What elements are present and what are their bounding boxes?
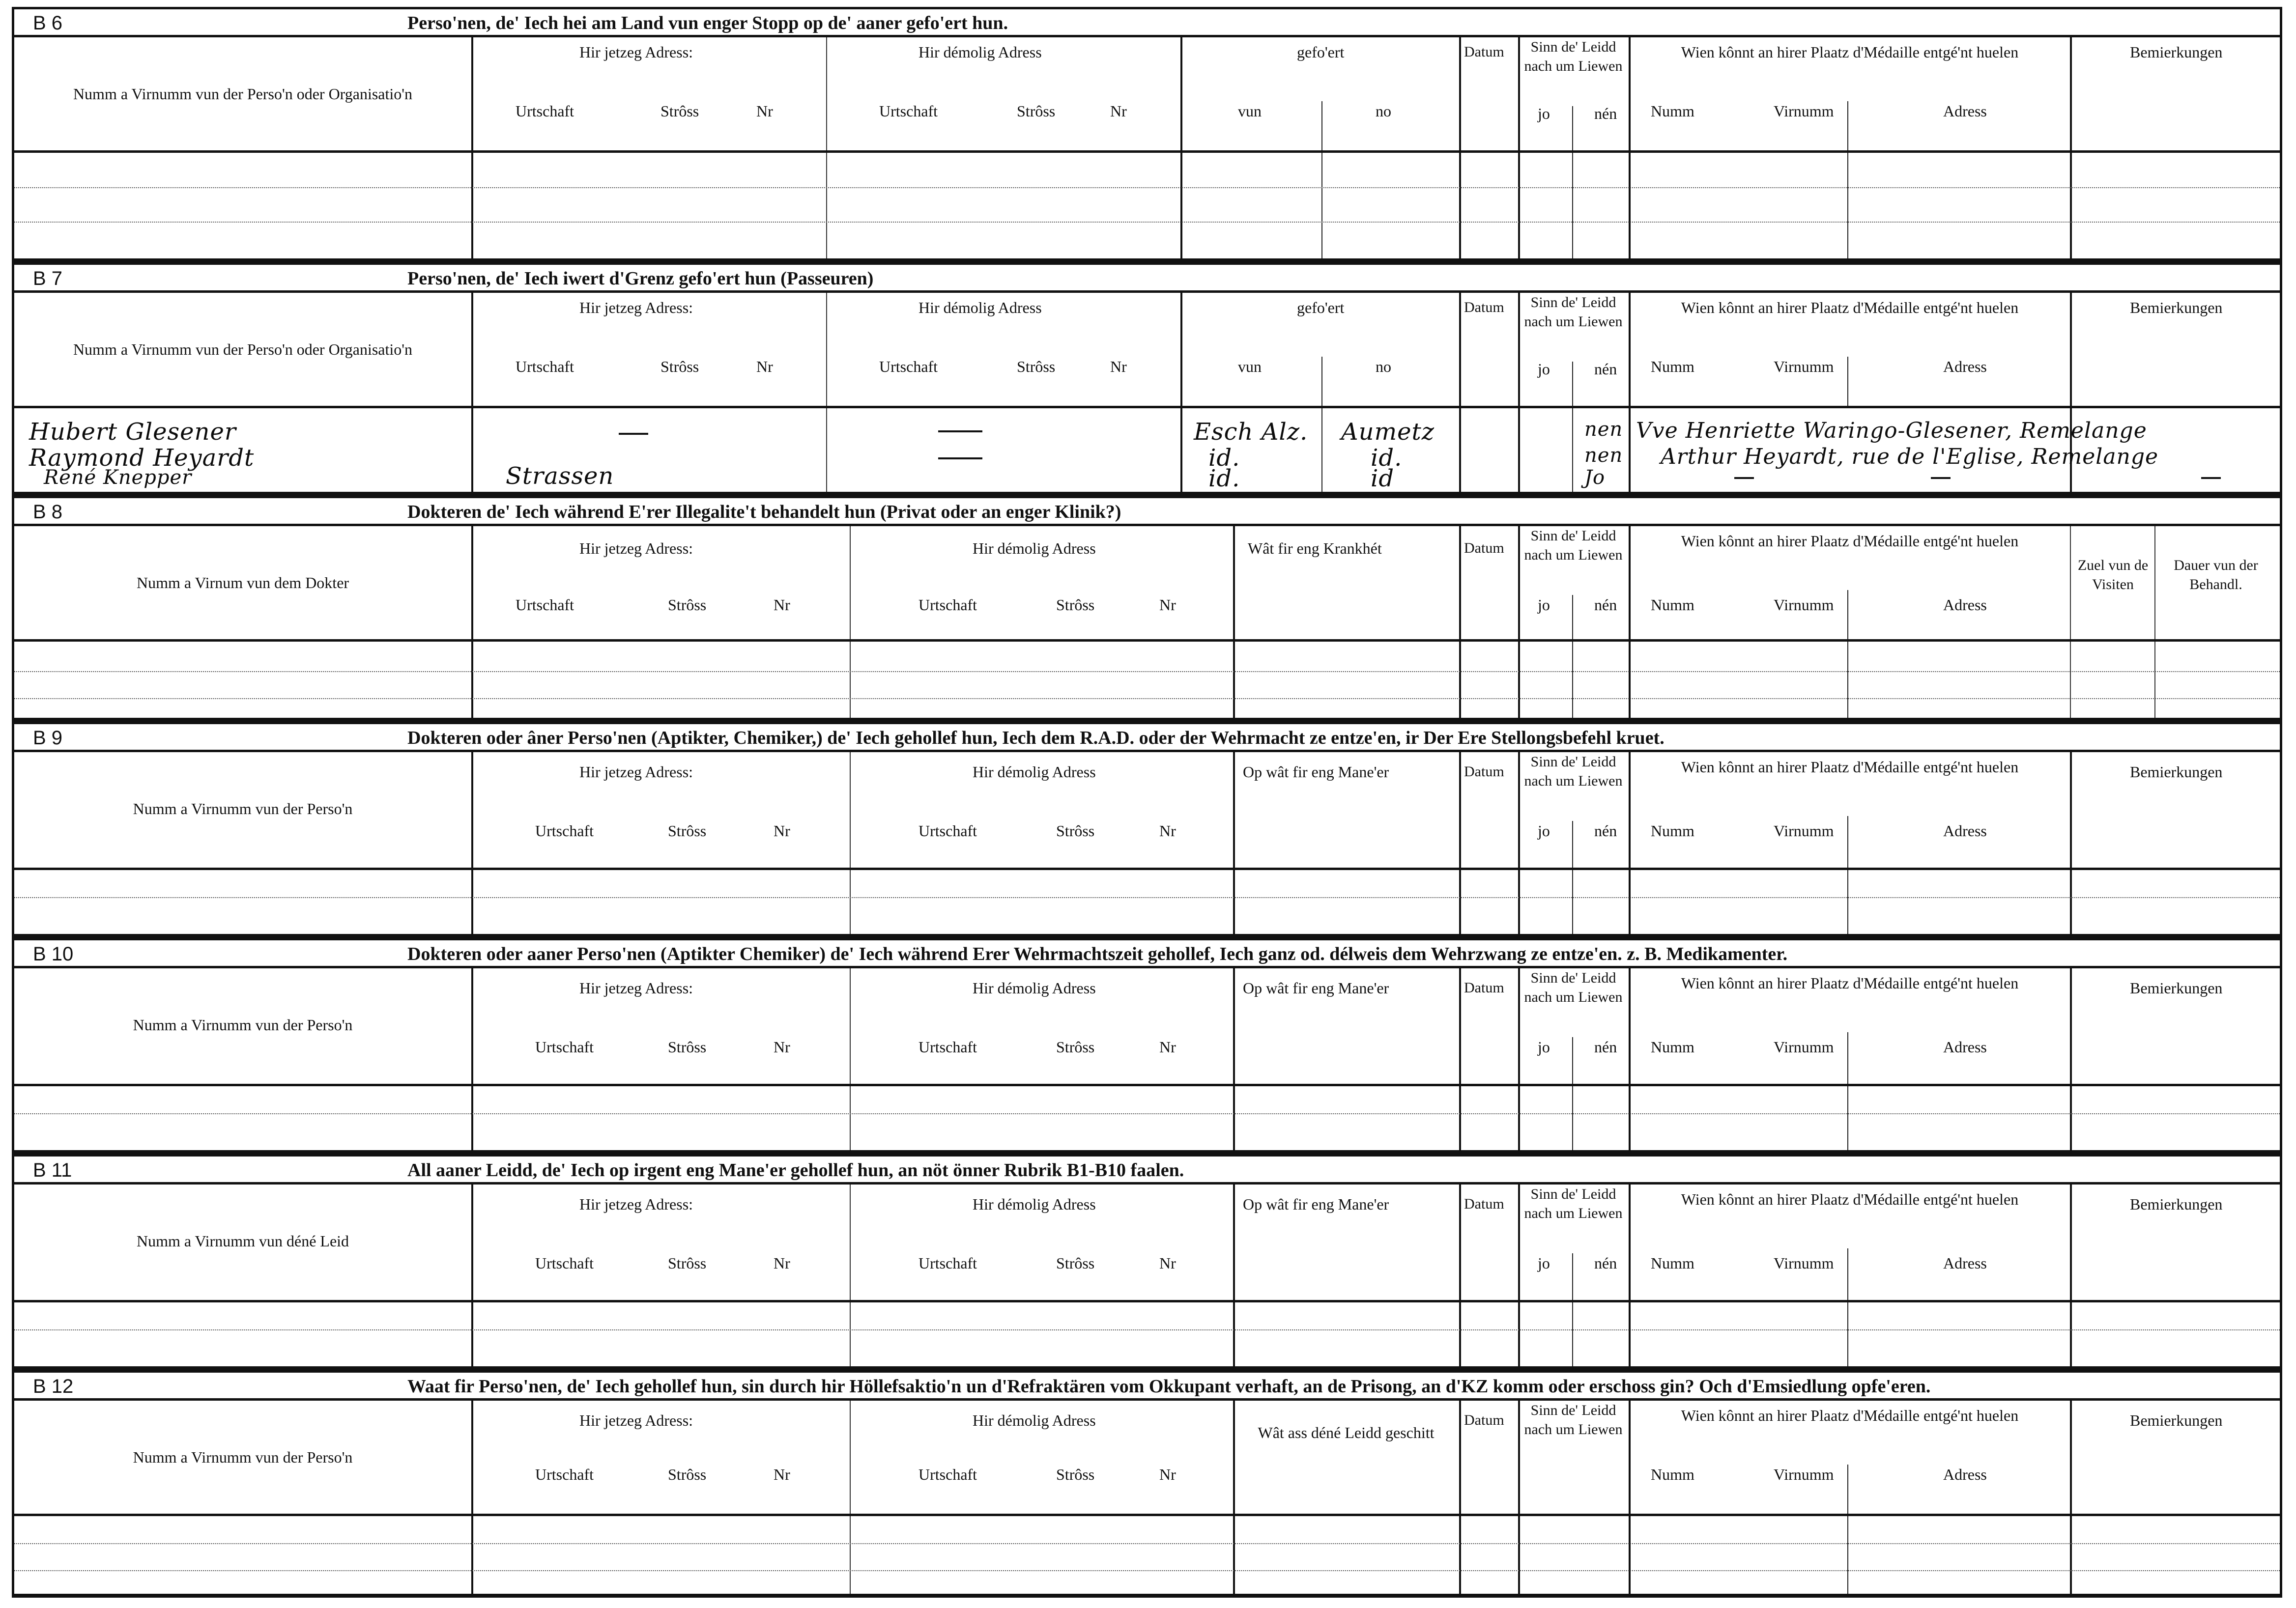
section-code: B 10 xyxy=(33,943,74,965)
col-surname: Numm xyxy=(1651,1466,1694,1483)
section-code: B 6 xyxy=(33,12,63,34)
col-firstname: Virnumm xyxy=(1774,1466,1834,1483)
entry-name: René Knepper xyxy=(44,466,192,489)
col-current-address: Hir jetzeg Adress: xyxy=(579,1411,693,1429)
column-header xyxy=(14,526,2280,642)
col-to: no xyxy=(1376,358,1391,375)
col-firstname: Virnumm xyxy=(1774,1038,1834,1056)
col-address: Adress xyxy=(1943,1466,1987,1483)
section-b9 xyxy=(14,722,2280,938)
col-date: Datum xyxy=(1464,44,1504,60)
col-carried: gefo'ert xyxy=(1297,43,1345,61)
col-alive: Sinn de' Leidd nach um Liewen xyxy=(1524,294,1623,330)
section-code: B 8 xyxy=(33,501,63,523)
col-number: Nr xyxy=(1110,358,1127,375)
col-street: Strôss xyxy=(660,358,699,375)
section-title: Waat fir Perso'nen, de' Iech gehollef hun, sin durch hir Höllefsaktio'n un d'Refraktären vom Okkupant verhaft, an de Prisong, an d'KZ komm oder erschoss gin? Och d'Emsiedlung opfe'eren. xyxy=(407,1376,1931,1397)
col-number: Nr xyxy=(774,822,790,840)
col-address: Adress xyxy=(1943,358,1987,375)
col-duration: Dauer vun der Behandl. xyxy=(2174,557,2258,592)
ditto-dash xyxy=(2201,477,2221,479)
col-locality: Urtschaft xyxy=(535,1254,594,1272)
col-current-address: Hir jetzeg Adress: xyxy=(579,299,693,316)
col-locality: Urtschaft xyxy=(918,596,977,614)
col-date: Datum xyxy=(1464,1196,1504,1212)
col-locality: Urtschaft xyxy=(516,596,574,614)
col-current-address: Hir jetzeg Adress: xyxy=(579,1195,693,1213)
col-firstname: Virnumm xyxy=(1774,822,1834,840)
col-medal: Wien kônnt an hirer Plaatz d'Médaille entgé'nt huelen xyxy=(1681,1190,2019,1208)
col-yes: jo xyxy=(1538,596,1550,614)
col-to: no xyxy=(1376,102,1391,120)
section-title-bar xyxy=(14,262,2280,293)
col-name: Numm a Virnumm vun der Perso'n oder Organisatio'n xyxy=(73,85,413,103)
col-street: Strôss xyxy=(1056,1038,1095,1056)
section-title: Perso'nen, de' Iech hei am Land vun enger Stopp op de' aaner gefo'ert hun. xyxy=(407,13,1008,33)
section-title-bar xyxy=(14,496,2280,526)
section-title-bar xyxy=(14,722,2280,752)
column-header xyxy=(14,752,2280,870)
col-street: Strôss xyxy=(668,596,707,614)
ditto-dash xyxy=(938,430,982,432)
col-locality: Urtschaft xyxy=(535,1038,594,1056)
col-yes: jo xyxy=(1538,822,1550,840)
col-remarks: Bemierkungen xyxy=(2130,763,2223,781)
col-from: vun xyxy=(1238,102,1262,120)
col-name: Numm a Virnumm vun der Perso'n xyxy=(133,1016,353,1034)
col-street: Strôss xyxy=(1017,358,1056,375)
entry-to: id xyxy=(1371,465,1395,492)
col-surname: Numm xyxy=(1651,596,1694,614)
col-remarks: Bemierkungen xyxy=(2130,1411,2223,1429)
col-current-address: Hir jetzeg Adress: xyxy=(579,979,693,997)
col-what-happened: Wât ass déné Leidd geschitt xyxy=(1258,1424,1435,1441)
col-locality: Urtschaft xyxy=(918,822,977,840)
col-alive: Sinn de' Leidd nach um Liewen xyxy=(1524,970,1623,1005)
entry-area xyxy=(14,870,2280,938)
col-surname: Numm xyxy=(1651,358,1694,375)
section-code: B 11 xyxy=(33,1159,72,1181)
entry-no: nen xyxy=(1584,418,1623,441)
col-surname: Numm xyxy=(1651,822,1694,840)
column-header xyxy=(14,968,2280,1086)
col-name: Numm a Virnum vun dem Dokter xyxy=(136,574,349,592)
col-alive: Sinn de' Leidd nach um Liewen xyxy=(1524,1186,1623,1221)
column-header xyxy=(14,37,2280,153)
col-locality: Urtschaft xyxy=(918,1038,977,1056)
col-surname: Numm xyxy=(1651,1038,1694,1056)
section-title-bar xyxy=(14,1370,2280,1401)
col-locality: Urtschaft xyxy=(918,1254,977,1272)
section-title: Dokteren oder âner Perso'nen (Aptikter, Chemiker,) de' Iech gehollef hun, Iech dem R.A.D. oder der Wehrmacht ze entze'en, ir Der Ere Stellongsbefehl kruet. xyxy=(407,728,1665,748)
section-b12 xyxy=(14,1370,2280,1598)
section-b11 xyxy=(14,1154,2280,1370)
entry-area xyxy=(14,408,2280,496)
section-title: Dokteren oder aaner Perso'nen (Aptikter Chemiker) de' Iech während Erer Wehrmachtszeit gehollef, Iech ganz od. délweis dem Wehrzwang ze entze'en. z. B. Medikamenter. xyxy=(407,944,1788,964)
entry-from: Esch Alz. xyxy=(1194,418,1308,446)
section-b8 xyxy=(14,496,2280,722)
ditto-dash xyxy=(619,433,648,435)
col-number: Nr xyxy=(774,596,790,614)
col-number: Nr xyxy=(1159,596,1176,614)
col-street: Strôss xyxy=(1017,102,1056,120)
ditto-dash xyxy=(1931,477,1951,479)
col-visits: Zuel vun de Visiten xyxy=(2077,557,2149,592)
col-alive: Sinn de' Leidd nach um Liewen xyxy=(1524,754,1623,789)
entry-name: Hubert Glesener xyxy=(29,418,236,446)
col-remarks: Bemierkungen xyxy=(2130,299,2223,316)
col-date: Datum xyxy=(1464,299,1504,315)
col-medal: Wien kônnt an hirer Plaatz d'Médaille entgé'nt huelen xyxy=(1681,43,2019,61)
col-former-address: Hir démolig Adress xyxy=(973,1195,1096,1213)
col-locality: Urtschaft xyxy=(535,822,594,840)
col-no: nén xyxy=(1594,105,1617,122)
col-firstname: Virnumm xyxy=(1774,1254,1834,1272)
col-firstname: Virnumm xyxy=(1774,596,1834,614)
section-title-bar xyxy=(14,938,2280,968)
col-former-address: Hir démolig Adress xyxy=(973,979,1096,997)
col-address: Adress xyxy=(1943,596,1987,614)
col-illness: Wât fir eng Krankhét xyxy=(1248,539,1382,557)
col-no: nén xyxy=(1594,1038,1617,1056)
section-b10 xyxy=(14,938,2280,1154)
ditto-dash xyxy=(1734,477,1754,479)
entry-name: Raymond Heyardt xyxy=(29,444,255,472)
col-medal: Wien kônnt an hirer Plaatz d'Médaille entgé'nt huelen xyxy=(1681,974,2019,992)
col-alive: Sinn de' Leidd nach um Liewen xyxy=(1524,39,1623,74)
col-former-address: Hir démolig Adress xyxy=(973,763,1096,781)
col-number: Nr xyxy=(1159,822,1176,840)
section-b6 xyxy=(14,7,2280,262)
ditto-dash xyxy=(938,457,982,459)
col-number: Nr xyxy=(774,1466,790,1483)
section-b7 xyxy=(14,262,2280,496)
column-header xyxy=(14,1185,2280,1302)
col-manner: Op wât fir eng Mane'er xyxy=(1243,763,1389,781)
col-street: Strôss xyxy=(660,102,699,120)
entry-area xyxy=(14,1516,2280,1598)
col-yes: jo xyxy=(1538,1038,1550,1056)
col-date: Datum xyxy=(1464,763,1504,780)
entry-locality: Strassen xyxy=(506,462,614,490)
entry-area xyxy=(14,153,2280,262)
section-code: B 12 xyxy=(33,1376,74,1397)
section-code: B 7 xyxy=(33,268,63,289)
entry-from: id. xyxy=(1208,465,1240,492)
col-date: Datum xyxy=(1464,540,1504,556)
col-locality: Urtschaft xyxy=(535,1466,594,1483)
col-alive: Sinn de' Leidd nach um Liewen xyxy=(1524,1402,1623,1438)
section-title: Dokteren de' Iech während E'rer Illegalite't behandelt hun (Privat oder an enger Klinik?) xyxy=(407,502,1121,522)
col-date: Datum xyxy=(1464,1412,1504,1428)
col-street: Strôss xyxy=(1056,822,1095,840)
entry-to: id. xyxy=(1371,444,1403,472)
col-yes: jo xyxy=(1538,1254,1550,1272)
col-street: Strôss xyxy=(668,822,707,840)
col-number: Nr xyxy=(774,1038,790,1056)
col-firstname: Virnumm xyxy=(1774,358,1834,375)
entry-to: Aumetz xyxy=(1341,418,1435,446)
col-street: Strôss xyxy=(1056,1254,1095,1272)
column-header xyxy=(14,293,2280,408)
section-title: All aaner Leidd, de' Iech op irgent eng Mane'er gehollef hun, an nöt önner Rubrik B1-B10 faalen. xyxy=(407,1160,1184,1181)
col-manner: Op wât fir eng Mane'er xyxy=(1243,979,1389,997)
col-street: Strôss xyxy=(1056,1466,1095,1483)
col-medal: Wien kônnt an hirer Plaatz d'Médaille entgé'nt huelen xyxy=(1681,532,2019,550)
column-header xyxy=(14,1401,2280,1516)
col-address: Adress xyxy=(1943,1254,1987,1272)
col-number: Nr xyxy=(1159,1254,1176,1272)
col-address: Adress xyxy=(1943,822,1987,840)
entry-area xyxy=(14,1302,2280,1370)
col-former-address: Hir démolig Adress xyxy=(973,1411,1096,1429)
col-alive: Sinn de' Leidd nach um Liewen xyxy=(1524,528,1623,563)
col-medal: Wien kônnt an hirer Plaatz d'Médaille entgé'nt huelen xyxy=(1681,299,2019,316)
col-name: Numm a Virnumm vun der Perso'n xyxy=(133,1448,353,1466)
col-locality: Urtschaft xyxy=(516,102,574,120)
col-current-address: Hir jetzeg Adress: xyxy=(579,43,693,61)
section-title-bar xyxy=(14,7,2280,37)
col-street: Strôss xyxy=(668,1254,707,1272)
col-locality: Urtschaft xyxy=(879,102,938,120)
col-current-address: Hir jetzeg Adress: xyxy=(579,763,693,781)
col-surname: Numm xyxy=(1651,102,1694,120)
section-code: B 9 xyxy=(33,727,63,749)
col-no: nén xyxy=(1594,360,1617,378)
col-street: Strôss xyxy=(668,1466,707,1483)
col-number: Nr xyxy=(756,102,773,120)
col-number: Nr xyxy=(1110,102,1127,120)
col-address: Adress xyxy=(1943,1038,1987,1056)
col-number: Nr xyxy=(1159,1038,1176,1056)
col-carried: gefo'ert xyxy=(1297,299,1345,316)
col-locality: Urtschaft xyxy=(516,358,574,375)
col-remarks: Bemierkungen xyxy=(2130,979,2223,997)
col-street: Strôss xyxy=(1056,596,1095,614)
col-number: Nr xyxy=(1159,1466,1176,1483)
form-sheet xyxy=(12,7,2282,1598)
col-no: nén xyxy=(1594,1254,1617,1272)
col-former-address: Hir démolig Adress xyxy=(918,43,1042,61)
col-medal: Wien kônnt an hirer Plaatz d'Médaille entgé'nt huelen xyxy=(1681,1407,2019,1424)
col-locality: Urtschaft xyxy=(879,358,938,375)
col-number: Nr xyxy=(756,358,773,375)
col-no: nén xyxy=(1594,596,1617,614)
section-title: Perso'nen, de' Iech iwert d'Grenz gefo'ert hun (Passeuren) xyxy=(407,268,874,289)
col-remarks: Bemierkungen xyxy=(2130,43,2223,61)
section-title-bar xyxy=(14,1154,2280,1185)
col-former-address: Hir démolig Adress xyxy=(973,539,1096,557)
entry-no: nen xyxy=(1584,444,1623,467)
entry-medal: Arthur Heyardt, rue de l'Eglise, Remelange xyxy=(1661,444,2159,469)
col-no: nén xyxy=(1594,822,1617,840)
col-street: Strôss xyxy=(668,1038,707,1056)
col-name: Numm a Virnumm vun déné Leid xyxy=(136,1232,349,1250)
entry-area xyxy=(14,642,2280,722)
col-medal: Wien kônnt an hirer Plaatz d'Médaille entgé'nt huelen xyxy=(1681,758,2019,776)
col-manner: Op wât fir eng Mane'er xyxy=(1243,1195,1389,1213)
col-name: Numm a Virnumm vun der Perso'n oder Organisatio'n xyxy=(73,340,413,358)
col-remarks: Bemierkungen xyxy=(2130,1195,2223,1213)
col-number: Nr xyxy=(774,1254,790,1272)
entry-yes: Jo xyxy=(1584,466,1606,489)
entry-medal: Vve Henriette Waringo-Glesener, Remelange xyxy=(1636,418,2147,443)
col-firstname: Virnumm xyxy=(1774,102,1834,120)
col-date: Datum xyxy=(1464,980,1504,996)
col-surname: Numm xyxy=(1651,1254,1694,1272)
col-locality: Urtschaft xyxy=(918,1466,977,1483)
col-yes: jo xyxy=(1538,360,1550,378)
entry-from: id. xyxy=(1208,444,1240,472)
entry-area xyxy=(14,1086,2280,1154)
col-address: Adress xyxy=(1943,102,1987,120)
col-name: Numm a Virnumm vun der Perso'n xyxy=(133,800,353,818)
col-from: vun xyxy=(1238,358,1262,375)
col-current-address: Hir jetzeg Adress: xyxy=(579,539,693,557)
col-yes: jo xyxy=(1538,105,1550,122)
col-former-address: Hir démolig Adress xyxy=(918,299,1042,316)
